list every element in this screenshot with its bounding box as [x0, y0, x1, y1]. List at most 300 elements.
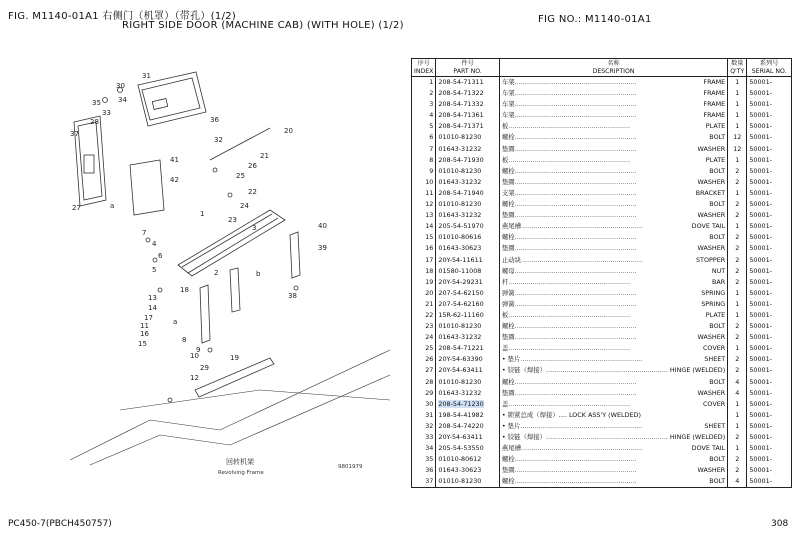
- description-cell: 盖 ............................................................ COVER: [499, 399, 727, 410]
- index-cell: 16: [412, 243, 436, 254]
- table-row: [412, 377, 792, 388]
- table-row: [412, 132, 792, 143]
- part-number-cell: 208-54-71371: [436, 121, 499, 132]
- table-row: [412, 354, 792, 365]
- description-zh: 车架: [501, 78, 515, 86]
- description-en: COVER: [702, 399, 726, 408]
- serial-number-cell: 50001-: [747, 299, 792, 310]
- callout-33: 33: [102, 109, 111, 117]
- description-zh: 垫圈: [501, 244, 515, 253]
- description-zh: 车架: [501, 100, 515, 109]
- description-zh: 板: [501, 155, 509, 164]
- index-cell: 28: [412, 377, 436, 388]
- callout-2: 2: [214, 269, 219, 277]
- serial-number-cell: 50001-: [747, 343, 792, 354]
- table-row: [412, 476, 792, 488]
- parts-table-body: [412, 77, 792, 488]
- arrow-a-label-2: a: [173, 318, 178, 326]
- serial-number-cell: 50001-: [747, 476, 792, 488]
- serial-number-cell: 50001-: [747, 377, 792, 388]
- drawing-code: 9801979: [338, 464, 363, 470]
- callout-39: 39: [318, 244, 327, 252]
- callout-13: 13: [148, 294, 157, 302]
- callout-21: 21: [260, 152, 269, 160]
- serial-number-cell: 50001-: [747, 399, 792, 410]
- figure-subtitle: RIGHT SIDE DOOR (MACHINE CAB) (WITH HOLE) (1/2): [122, 20, 404, 31]
- description-en: [723, 410, 725, 421]
- description-cell: 螺栓 ............................................................ BOLT: [499, 476, 727, 488]
- description-cell: 板 ............................................................ PLATE: [499, 121, 727, 132]
- table-row: [412, 88, 792, 99]
- quantity-cell: 2: [728, 266, 747, 277]
- description-en: WASHER: [697, 333, 726, 342]
- table-row: [412, 343, 792, 354]
- quantity-cell: 2: [728, 321, 747, 332]
- index-cell: 18: [412, 266, 436, 277]
- description-en: BOLT: [709, 233, 726, 242]
- table-row: [412, 277, 792, 288]
- index-cell: 20: [412, 288, 436, 299]
- callout-27: 27: [72, 204, 81, 212]
- serial-number-cell: 50001-: [747, 166, 792, 177]
- description-en: BOLT: [709, 477, 726, 486]
- quantity-cell: 2: [728, 243, 747, 254]
- description-en: SHEET: [704, 421, 726, 430]
- callout-4: 4: [152, 240, 157, 248]
- part-number-cell: 208-54-71940: [436, 188, 499, 199]
- callout-22: 22: [248, 188, 257, 196]
- description-cell: 板 ............................................................ PLATE: [499, 310, 727, 321]
- description-cell: 垫圈 ............................................................ WASHER: [499, 177, 727, 188]
- callout-36: 36: [210, 116, 219, 124]
- description-zh: 螺栓: [501, 377, 515, 386]
- callout-26: 26: [248, 162, 257, 170]
- description-cell: 弹簧 ............................................................ SPRING: [499, 288, 727, 299]
- index-cell: 21: [412, 299, 436, 310]
- part-number-cell: 208-54-71311: [436, 77, 499, 89]
- table-row: [412, 454, 792, 465]
- description-cell: 螺栓 ............................................................ BOLT: [499, 132, 727, 143]
- description-en: BOLT: [709, 200, 726, 209]
- table-row: [412, 410, 792, 421]
- callout-15: 15: [138, 340, 147, 348]
- description-zh: 螺栓: [501, 455, 515, 464]
- footer-model: PC450-7(PBCH450757): [8, 519, 112, 529]
- description-zh: 车架: [501, 111, 515, 120]
- quantity-cell: 2: [728, 255, 747, 266]
- callout-35: 35: [92, 99, 101, 107]
- description-cell: 螺栓 ............................................................ BOLT: [499, 166, 727, 177]
- table-row: [412, 221, 792, 232]
- index-cell: 31: [412, 410, 436, 421]
- description-cell: • 铰链（焊接） ............................................................ HINGE (WELDED): [499, 365, 727, 376]
- part-number-cell: 208-54-74220: [436, 421, 499, 432]
- description-cell: 杆 ............................................................ BAR: [499, 277, 727, 288]
- table-row: [412, 77, 792, 89]
- description-en: PLATE: [705, 122, 726, 131]
- index-cell: 36: [412, 465, 436, 476]
- callout-16: 16: [140, 330, 149, 338]
- description-zh: 垫圈: [501, 177, 515, 186]
- index-cell: 22: [412, 310, 436, 321]
- table-row: [412, 166, 792, 177]
- callout-31: 31: [142, 72, 151, 80]
- index-cell: 12: [412, 199, 436, 210]
- callout-23: 23: [228, 216, 237, 224]
- description-en: PLATE: [705, 155, 726, 164]
- index-cell: 25: [412, 343, 436, 354]
- description-zh: 螺栓: [501, 200, 515, 209]
- description-zh: 燕尾槽: [501, 444, 522, 453]
- callout-40: 40: [318, 222, 327, 230]
- serial-number-cell: 50001-: [747, 354, 792, 365]
- description-cell: 螺栓 ............................................................ BOLT: [499, 232, 727, 243]
- index-cell: 19: [412, 277, 436, 288]
- description-cell: 螺栓 ............................................................ BOLT: [499, 321, 727, 332]
- part-number-cell: 01643-31232: [436, 144, 499, 155]
- header-qty: 数量 Q'TY: [728, 59, 747, 77]
- serial-number-cell: 50001-: [747, 443, 792, 454]
- description-cell: 板 ............................................................ PLATE: [499, 155, 727, 166]
- index-cell: 17: [412, 255, 436, 266]
- description-zh: 螺栓: [501, 477, 515, 486]
- quantity-cell: 1: [728, 343, 747, 354]
- quantity-cell: 1: [728, 299, 747, 310]
- description-cell: 垫圈 ............................................................ WASHER: [499, 332, 727, 343]
- table-row: [412, 465, 792, 476]
- part-number-cell: 20Y-54-63390: [436, 354, 499, 365]
- index-cell: 30: [412, 399, 436, 410]
- callout-38: 38: [288, 292, 297, 300]
- quantity-cell: 2: [728, 177, 747, 188]
- header-index: 序号 INDEX: [412, 59, 436, 77]
- quantity-cell: 1: [728, 288, 747, 299]
- part-number-cell: 01010-81230: [436, 166, 499, 177]
- figure-title: FIG. M1140-01A1 右侧门（机罩）（带孔）(1/2): [8, 11, 237, 22]
- index-cell: 29: [412, 388, 436, 399]
- footer-page-number: 308: [771, 519, 789, 529]
- description-zh: 杆: [501, 277, 509, 286]
- description-cell: 车架 ............................................................ FRAME: [499, 110, 727, 121]
- callout-20: 20: [284, 127, 293, 135]
- index-cell: 34: [412, 443, 436, 454]
- description-en: DOVE TAIL: [691, 444, 726, 453]
- description-cell: 螺栓 ............................................................ BOLT: [499, 199, 727, 210]
- callout-3: 3: [252, 224, 257, 232]
- quantity-cell: 2: [728, 210, 747, 221]
- description-zh: • 垫片: [501, 355, 521, 364]
- callout-11: 11: [140, 322, 149, 330]
- figure-number: FIG NO.: M1140-01A1: [538, 14, 652, 25]
- part-number-cell: 208-54-71230: [436, 399, 499, 410]
- description-en: SPRING: [701, 299, 726, 308]
- index-cell: 8: [412, 155, 436, 166]
- description-en: WASHER: [697, 211, 726, 220]
- description-en: BOLT: [709, 377, 726, 386]
- quantity-cell: 1: [728, 99, 747, 110]
- quantity-cell: 1: [728, 88, 747, 99]
- description-en: SHEET: [704, 355, 726, 364]
- arrow-b-label: b: [256, 270, 261, 278]
- index-cell: 15: [412, 232, 436, 243]
- index-cell: 26: [412, 354, 436, 365]
- door-panel-upper: [138, 72, 206, 126]
- arrow-a-label: a: [110, 202, 115, 210]
- bar-right: [290, 232, 300, 278]
- description-cell: 螺母 ............................................................ NUT: [499, 266, 727, 277]
- index-cell: 5: [412, 121, 436, 132]
- part-number-cell: 01010-81230: [436, 199, 499, 210]
- serial-number-cell: 50001-: [747, 177, 792, 188]
- description-zh: 垫圈: [501, 333, 515, 342]
- table-row: [412, 443, 792, 454]
- quantity-cell: 1: [728, 410, 747, 421]
- serial-number-cell: 50001-: [747, 243, 792, 254]
- table-row: [412, 99, 792, 110]
- description-zh: 垫圈: [501, 144, 515, 153]
- part-number-cell: 205-54-53550: [436, 443, 499, 454]
- description-zh: 螺栓: [501, 133, 515, 142]
- serial-number-cell: 50001-: [747, 155, 792, 166]
- serial-number-cell: 50001-: [747, 454, 792, 465]
- serial-number-cell: 50001-: [747, 288, 792, 299]
- quantity-cell: 1: [728, 399, 747, 410]
- callout-19: 19: [230, 354, 239, 362]
- callout-5: 5: [152, 266, 157, 274]
- description-zh: 板: [501, 122, 509, 131]
- serial-number-cell: 50001-: [747, 321, 792, 332]
- description-cell: 弹簧 ............................................................ SPRING: [499, 299, 727, 310]
- quantity-cell: 1: [728, 155, 747, 166]
- serial-number-cell: 50001-: [747, 88, 792, 99]
- part-number-cell: 01643-31232: [436, 177, 499, 188]
- callout-34: 34: [118, 96, 127, 104]
- quantity-cell: 2: [728, 199, 747, 210]
- callout-29: 29: [200, 364, 209, 372]
- exploded-parts-diagram: [60, 60, 400, 480]
- serial-number-cell: 50001-: [747, 221, 792, 232]
- description-en: BOLT: [709, 455, 726, 464]
- description-en: BOLT: [709, 166, 726, 175]
- index-cell: 7: [412, 144, 436, 155]
- description-cell: 螺栓 ............................................................ BOLT: [499, 377, 727, 388]
- quantity-cell: 2: [728, 365, 747, 376]
- quantity-cell: 2: [728, 432, 747, 443]
- quantity-cell: 12: [728, 144, 747, 155]
- description-zh: • 铰链（焊接）: [501, 366, 547, 375]
- description-cell: 车架 ............................................................ FRAME: [499, 99, 727, 110]
- table-row: [412, 177, 792, 188]
- description-cell: 车架 ............................................................ FRAME: [499, 88, 727, 99]
- description-en: HINGE (WELDED): [669, 366, 726, 375]
- serial-number-cell: 50001-: [747, 110, 792, 121]
- table-row: [412, 232, 792, 243]
- part-number-cell: 205-54-51970: [436, 221, 499, 232]
- quantity-cell: 1: [728, 421, 747, 432]
- part-number-cell: 01010-80616: [436, 232, 499, 243]
- table-row: [412, 421, 792, 432]
- quantity-cell: 2: [728, 465, 747, 476]
- quantity-cell: 1: [728, 310, 747, 321]
- table-row: [412, 321, 792, 332]
- table-row: [412, 110, 792, 121]
- table-row: [412, 310, 792, 321]
- description-zh: 燕尾槽: [501, 222, 522, 231]
- description-cell: [499, 410, 727, 421]
- description-cell: • 垫片 ............................................................ SHEET: [499, 421, 727, 432]
- description-zh: 弹簧: [501, 288, 515, 297]
- quantity-cell: 2: [728, 332, 747, 343]
- index-cell: 4: [412, 110, 436, 121]
- serial-number-cell: 50001-: [747, 121, 792, 132]
- description-en: WASHER: [697, 144, 726, 153]
- callout-17: 17: [144, 314, 153, 322]
- callout-37: 37: [70, 130, 79, 138]
- table-row: [412, 266, 792, 277]
- index-cell: 23: [412, 321, 436, 332]
- description-zh: 车架: [501, 89, 515, 98]
- cover-plate: [130, 160, 164, 215]
- serial-number-cell: 50001-: [747, 410, 792, 421]
- serial-number-cell: 50001-: [747, 310, 792, 321]
- description-en: BRACKET: [695, 188, 726, 197]
- description-en: WASHER: [697, 388, 726, 397]
- callout-12: 12: [190, 374, 199, 382]
- table-row: [412, 155, 792, 166]
- serial-number-cell: 50001-: [747, 266, 792, 277]
- description-en: STOPPER: [696, 255, 726, 264]
- description-en: WASHER: [697, 177, 726, 186]
- callout-25: 25: [236, 172, 245, 180]
- description-en: WASHER: [697, 244, 726, 253]
- description-cell: 止动块 ............................................................ STOPPER: [499, 255, 727, 266]
- quantity-cell: 2: [728, 232, 747, 243]
- index-cell: 37: [412, 476, 436, 488]
- callout-32: 32: [214, 136, 223, 144]
- part-number-cell: 01643-31232: [436, 388, 499, 399]
- callout-1: 1: [200, 210, 205, 218]
- part-number-cell: 01643-30623: [436, 243, 499, 254]
- quantity-cell: 2: [728, 354, 747, 365]
- description-en: BAR: [711, 277, 726, 286]
- quantity-cell: 4: [728, 377, 747, 388]
- description-zh: 垫圈: [501, 211, 515, 220]
- description-cell: 盖 ............................................................ COVER: [499, 343, 727, 354]
- description-en: NUT: [711, 266, 726, 275]
- part-number-cell: 01010-80612: [436, 454, 499, 465]
- description-zh: • 垫片: [501, 421, 521, 430]
- description-en: BOLT: [709, 322, 726, 331]
- part-number-cell: 207-54-62160: [436, 299, 499, 310]
- description-cell: 螺栓 ............................................................ BOLT: [499, 454, 727, 465]
- quantity-cell: 4: [728, 388, 747, 399]
- description-cell: 垫圈 ............................................................ WASHER: [499, 388, 727, 399]
- serial-number-cell: 50001-: [747, 432, 792, 443]
- header-description: 名称 DESCRIPTION: [499, 59, 727, 77]
- index-cell: 35: [412, 454, 436, 465]
- table-row: [412, 288, 792, 299]
- callout-18: 18: [180, 286, 189, 294]
- description-en: DOVE TAIL: [691, 222, 726, 231]
- quantity-cell: 1: [728, 188, 747, 199]
- part-number-cell: 01643-31232: [436, 332, 499, 343]
- serial-number-cell: 50001-: [747, 77, 792, 89]
- description-cell: • 垫片 ............................................................ SHEET: [499, 354, 727, 365]
- description-zh: 螺栓: [501, 166, 515, 175]
- part-number-cell: 20Y-54-63411: [436, 432, 499, 443]
- callout-7: 7: [142, 229, 147, 237]
- serial-number-cell: 50001-: [747, 255, 792, 266]
- quantity-cell: 2: [728, 166, 747, 177]
- description-en: FRAME: [703, 89, 726, 98]
- serial-number-cell: 50001-: [747, 210, 792, 221]
- table-row: [412, 365, 792, 376]
- description-zh: 垫圈: [501, 388, 515, 397]
- header-part-no: 件号 PART NO.: [436, 59, 499, 77]
- table-row: [412, 299, 792, 310]
- serial-number-cell: 50001-: [747, 277, 792, 288]
- description-zh: 弹簧: [501, 299, 515, 308]
- serial-number-cell: 50001-: [747, 144, 792, 155]
- callout-41: 41: [170, 156, 179, 164]
- description-cell: 燕尾槽 ............................................................ DOVE TAIL: [499, 443, 727, 454]
- serial-number-cell: 50001-: [747, 132, 792, 143]
- part-number-cell: 207-54-62150: [436, 288, 499, 299]
- description-zh: 支架: [501, 188, 515, 197]
- part-number-cell: 01580-11008: [436, 266, 499, 277]
- part-number-cell: 208-54-71930: [436, 155, 499, 166]
- index-cell: 2: [412, 88, 436, 99]
- serial-number-cell: 50001-: [747, 465, 792, 476]
- table-row: [412, 144, 792, 155]
- quantity-cell: 12: [728, 132, 747, 143]
- part-number-cell: 198-54-41982: [436, 410, 499, 421]
- table-row: [412, 432, 792, 443]
- callout-14: 14: [148, 304, 157, 312]
- description-cell: 垫圈 ............................................................ WASHER: [499, 465, 727, 476]
- part-number-cell: 208-54-71221: [436, 343, 499, 354]
- quantity-cell: 1: [728, 221, 747, 232]
- description-en: PLATE: [705, 310, 726, 319]
- part-number-cell: 01643-31232: [436, 210, 499, 221]
- serial-number-cell: 50001-: [747, 332, 792, 343]
- table-row: [412, 332, 792, 343]
- description-en: HINGE (WELDED): [669, 433, 726, 441]
- index-cell: 27: [412, 365, 436, 376]
- table-row: [412, 210, 792, 221]
- description-en: COVER: [702, 344, 726, 353]
- part-number-cell: 01643-30623: [436, 465, 499, 476]
- index-cell: 11: [412, 188, 436, 199]
- part-number-cell: 20Y-54-63411: [436, 365, 499, 376]
- index-cell: 1: [412, 77, 436, 89]
- table-row: [412, 388, 792, 399]
- part-number-cell: 01010-81230: [436, 476, 499, 488]
- description-en: FRAME: [703, 78, 726, 86]
- index-cell: 3: [412, 99, 436, 110]
- index-cell: 14: [412, 221, 436, 232]
- description-zh: 板: [501, 310, 509, 319]
- callout-42: 42: [170, 176, 179, 184]
- index-cell: 24: [412, 332, 436, 343]
- quantity-cell: 1: [728, 443, 747, 454]
- part-number-cell: 208-54-71322: [436, 88, 499, 99]
- frame-label-zh: 回转机架: [226, 458, 254, 466]
- description-cell: 燕尾槽 ............................................................ DOVE TAIL: [499, 221, 727, 232]
- description-en: FRAME: [703, 111, 726, 120]
- description-zh: 垫圈: [501, 466, 515, 475]
- part-number-cell: 20Y-54-11611: [436, 255, 499, 266]
